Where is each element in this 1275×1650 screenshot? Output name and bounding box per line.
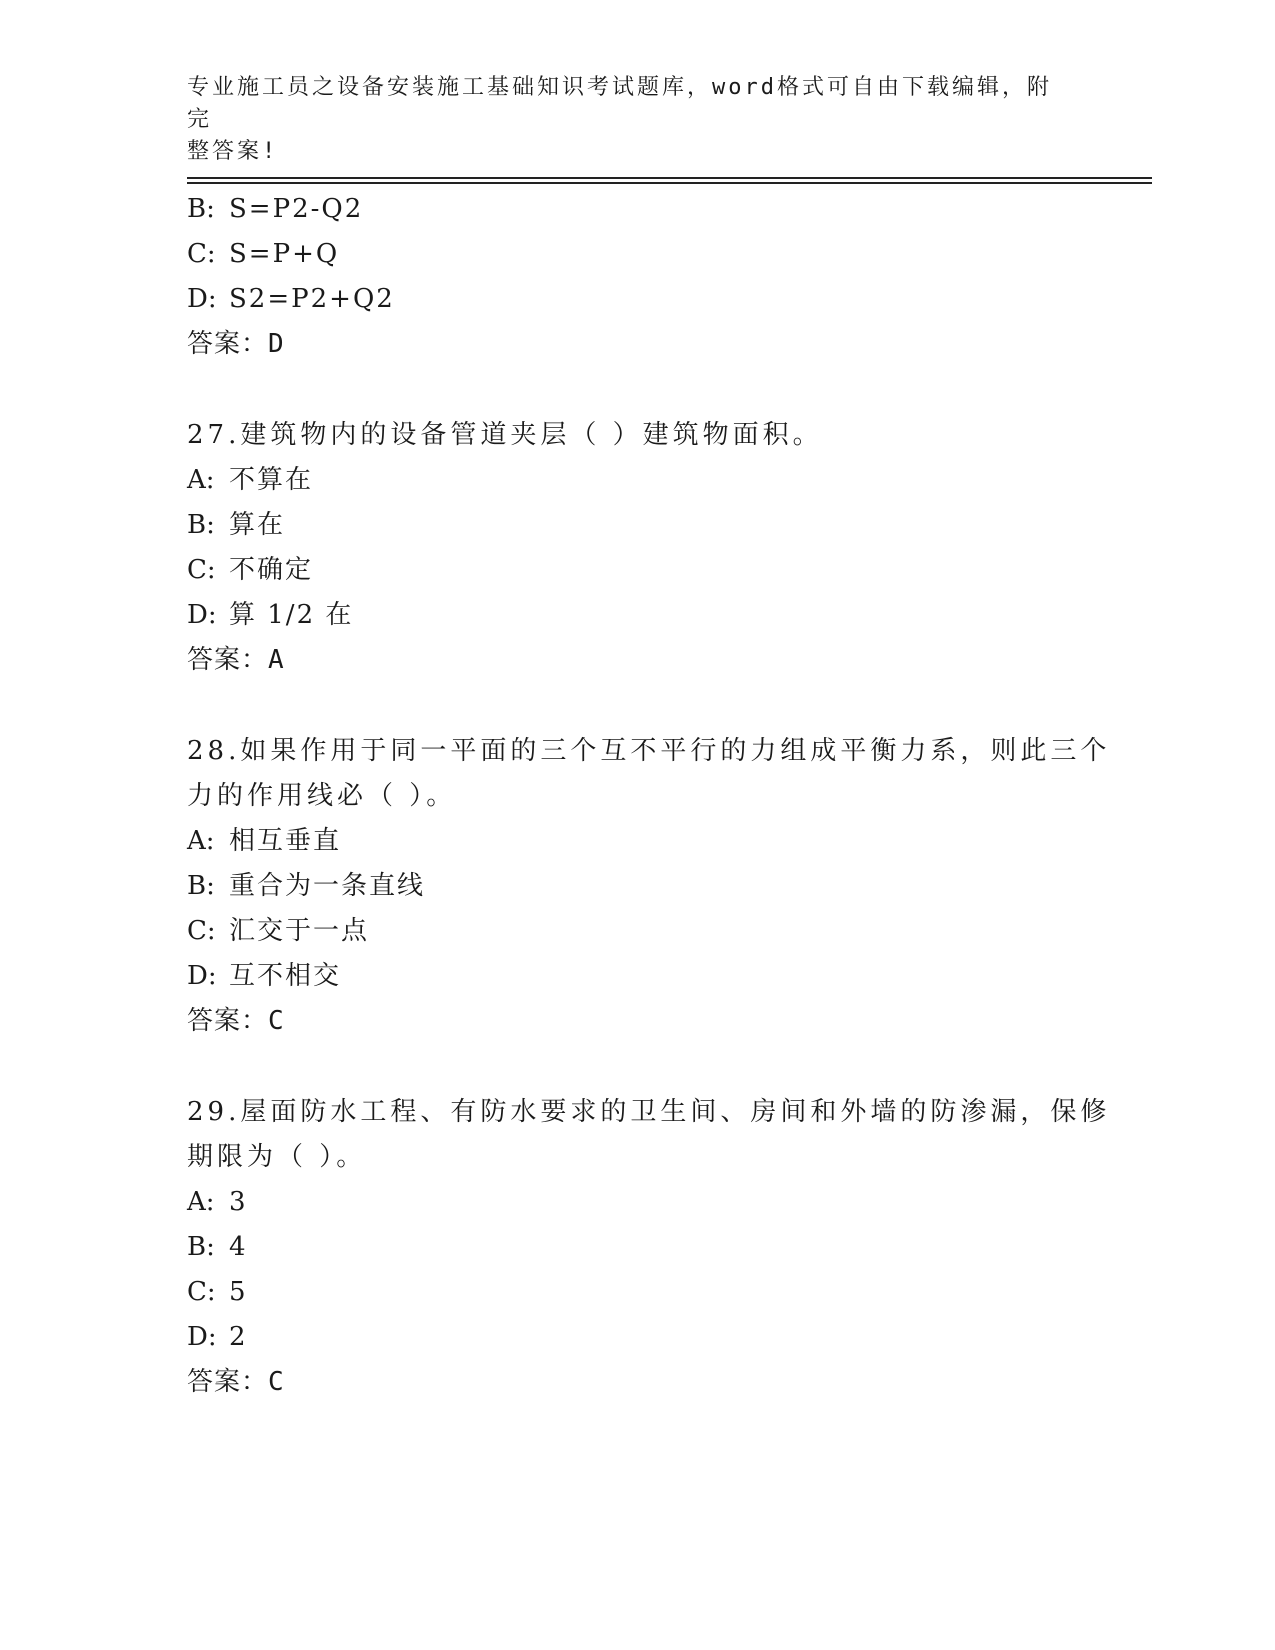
answer-line: 答案：D xyxy=(187,329,285,359)
option-text: 算在 xyxy=(229,510,286,540)
option-label: D: xyxy=(187,284,217,314)
option-label: B: xyxy=(187,1232,215,1262)
document-header xyxy=(187,72,1067,168)
option-label: C: xyxy=(187,239,216,269)
header-line-1: 专业施工员之设备安装施工基础知识考试题库，word格式可自由下载编辑，附完 xyxy=(187,75,1052,132)
option-c xyxy=(187,237,339,271)
option-text: S=P2-Q2 xyxy=(229,194,364,224)
option-text: 算 1/2 在 xyxy=(229,600,354,630)
option-label: C: xyxy=(187,916,216,946)
option-text: S=P+Q xyxy=(229,239,340,269)
option-text: 不算在 xyxy=(229,465,314,495)
option-d xyxy=(187,598,353,632)
option-text: S2=P2+Q2 xyxy=(229,284,395,314)
option-text: 4 xyxy=(229,1232,248,1262)
question-29-text-line-1: 29.屋面防水工程、有防水要求的卫生间、房间和外墙的防渗漏，保修 xyxy=(187,1097,1111,1127)
option-label: B: xyxy=(187,194,215,224)
option-label: B: xyxy=(187,871,215,901)
option-label: C: xyxy=(187,555,216,585)
option-c xyxy=(187,553,313,587)
header-line-2: 整答案! xyxy=(187,139,279,164)
option-label: A: xyxy=(187,826,215,856)
option-label: C: xyxy=(187,1277,216,1307)
option-text: 2 xyxy=(229,1322,248,1352)
option-c xyxy=(187,1275,248,1309)
option-a xyxy=(187,824,341,858)
option-b xyxy=(187,192,363,226)
option-label: D: xyxy=(187,600,217,630)
option-b xyxy=(187,508,285,542)
header-rule-top xyxy=(187,177,1152,179)
question-28-text-line-2: 力的作用线必（ ）。 xyxy=(187,781,457,811)
answer-line: 答案：A xyxy=(187,645,285,675)
option-b xyxy=(187,869,425,903)
header-rule-bottom xyxy=(187,182,1152,184)
option-text: 不确定 xyxy=(229,555,314,585)
option-b xyxy=(187,1230,248,1264)
option-d xyxy=(187,959,341,993)
option-c xyxy=(187,914,369,948)
option-d xyxy=(187,1320,248,1354)
option-label: B: xyxy=(187,510,215,540)
option-label: D: xyxy=(187,961,217,991)
question-27-text: 27.建筑物内的设备管道夹层（ ）建筑物面积。 xyxy=(187,420,823,450)
option-text: 相互垂直 xyxy=(229,826,342,856)
option-label: D: xyxy=(187,1322,217,1352)
option-label: A: xyxy=(187,465,215,495)
option-a xyxy=(187,1185,248,1219)
option-d xyxy=(187,282,395,316)
option-text: 3 xyxy=(229,1187,248,1217)
option-text: 重合为一条直线 xyxy=(229,871,426,901)
option-text: 汇交于一点 xyxy=(229,916,370,946)
option-text: 5 xyxy=(229,1277,248,1307)
option-a xyxy=(187,463,313,497)
answer-line: 答案：C xyxy=(187,1006,285,1036)
question-29-text-line-2: 期限为（ ）。 xyxy=(187,1142,367,1172)
question-28-text-line-1: 28.如果作用于同一平面的三个互不平行的力组成平衡力系，则此三个 xyxy=(187,736,1111,766)
option-label: A: xyxy=(187,1187,215,1217)
option-text: 互不相交 xyxy=(229,961,342,991)
answer-line: 答案：C xyxy=(187,1367,285,1397)
